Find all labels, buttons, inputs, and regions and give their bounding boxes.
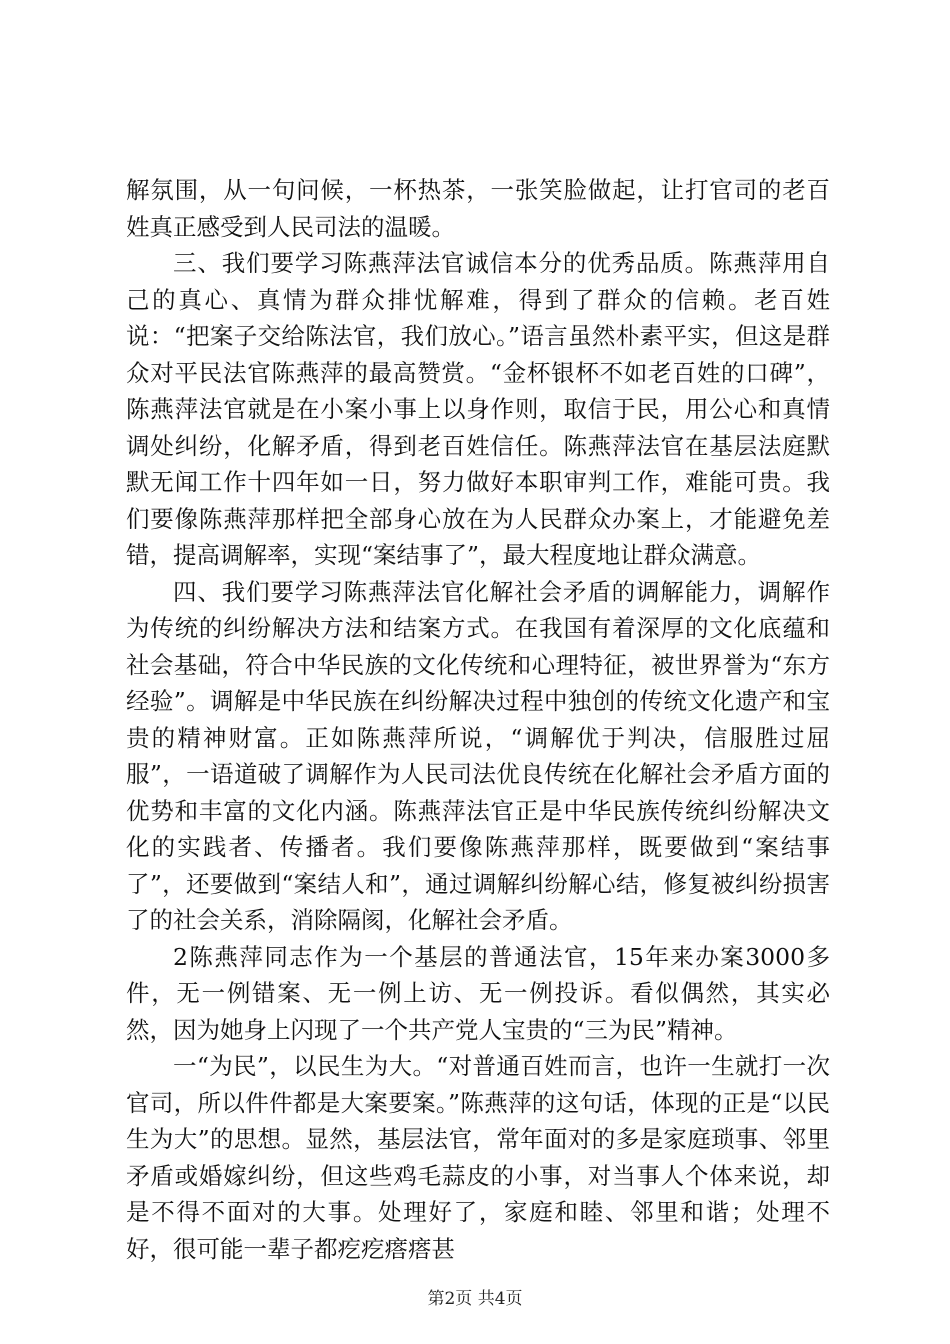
paragraph-continuation: 解氛围，从一句问候，一杯热茶，一张笑脸做起，让打官司的老百姓真正感受到人民司法的温暖。 (126, 176, 830, 241)
paragraph-section-four: 四、我们要学习陈燕萍法官化解社会矛盾的调解能力，调解作为传统的纠纷解决方法和结案方式。在我国有着深厚的文化底蕴和社会基础，符合中华民族的文化传统和心理特征，被世界誉为“东方经验”。调解是中华民族在纠纷解决过程中独创的传统文化遗产和宝贵的精神财富。正如陈燕萍所说，“调解优于判决，信服胜过屈服”，一语道破了调解作为人民司法优良传统在化解社会矛盾方面的优势和丰富的文化内涵。陈燕萍法官正是中华民族传统纠纷解决文化的实践者、传播者。我们要像陈燕萍那样，既要做到“案结事了”，还要做到“案结人和”，通过调解纠纷解心结，修复被纠纷损害了的社会关系，消除隔阂，化解社会矛盾。 (126, 577, 830, 934)
document-body (126, 172, 830, 1267)
paragraph-section-three: 三、我们要学习陈燕萍法官诚信本分的优秀品质。陈燕萍用自己的真心、真情为群众排忧解难，得到了群众的信赖。老百姓说：“把案子交给陈法官，我们放心。”语言虽然朴素平实，但这是群众对平民法官陈燕萍的最高赞赏。“金杯银杯不如老百姓的口碑”，陈燕萍法官就是在小案小事上以身作则，取信于民，用公心和真情调处纠纷，化解矛盾，得到老百姓信任。陈燕萍法官在基层法庭默默无闻工作十四年如一日，努力做好本职审判工作，难能可贵。我们要像陈燕萍那样把全部身心放在为人民群众办案上，才能避免差错，提高调解率，实现“案结事了”，最大程度地让群众满意。 (126, 249, 830, 569)
paragraph-first-for-people: 一“为民”，以民生为大。“对普通百姓而言，也许一生就打一次官司，所以件件都是大案要案。”陈燕萍的这句话，体现的正是“以民生为大”的思想。显然，基层法官，常年面对的多是家庭琐事、邻里矛盾或婚嫁纠纷，但这些鸡毛蒜皮的小事，对当事人个体来说，却是不得不面对的大事。处理好了，家庭和睦、邻里和谐；处理不好，很可能一辈子都疙疙瘩瘩甚 (126, 1052, 830, 1263)
paragraph-part-two-intro: 2陈燕萍同志作为一个基层的普通法官，15年来办案3000多件，无一例错案、无一例上访、无一例投诉。看似偶然，其实必然，因为她身上闪现了一个共产党人宝贵的“三为民”精神。 (126, 942, 830, 1044)
page-number-footer: 第2页 共4页 (427, 1289, 523, 1309)
